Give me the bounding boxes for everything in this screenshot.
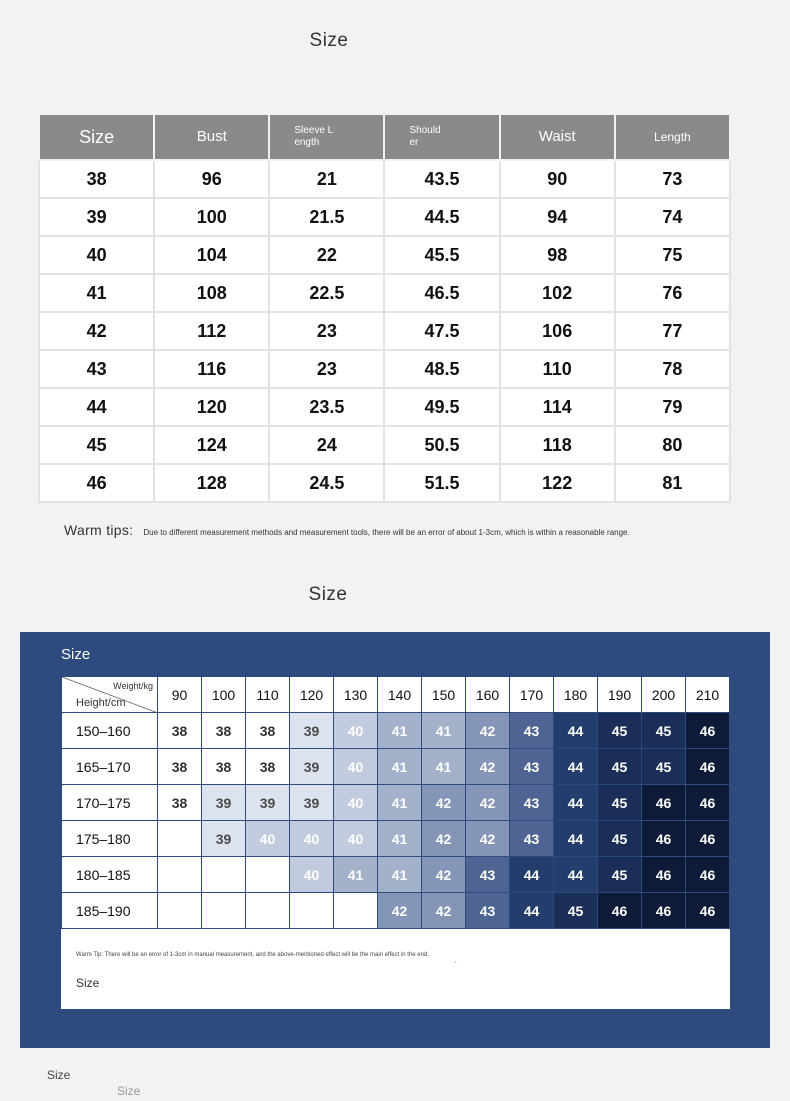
table-cell: 44.5 [384,198,499,236]
table-row [39,312,730,350]
size-cell: 42 [422,821,466,857]
weight-column-header: 180 [554,677,598,713]
weight-column-header: 120 [290,677,334,713]
table-cell: 112 [154,312,269,350]
panel-footer [61,929,730,1009]
table-cell: 46.5 [384,274,499,312]
size-cell: 43 [510,749,554,785]
column-header-text: Sleeve L [294,125,334,136]
weight-column-header: 90 [158,677,202,713]
column-header-waist [500,114,615,160]
height-row-header: 180–185 [62,857,158,893]
table-cell: 40 [39,236,154,274]
size-cell: 42 [466,749,510,785]
column-header-text: er [409,137,419,148]
warm-tip-trailing-comma: , [455,958,457,964]
size-cell: 44 [554,857,598,893]
table-cell: 116 [154,350,269,388]
size-cell: 45 [554,893,598,929]
size-cell: 38 [202,713,246,749]
table-cell: 23.5 [269,388,384,426]
weight-column-header: 200 [642,677,686,713]
warm-tips-label: Warm tips: [64,522,134,538]
weight-column-header: 140 [378,677,422,713]
size-cell: 41 [378,749,422,785]
grid-cell-empty [202,857,246,893]
table-row [39,198,730,236]
table-row [39,388,730,426]
size-cell: 45 [598,821,642,857]
size-recommendation-panel [20,632,770,1048]
size-cell: 41 [378,785,422,821]
size-cell: 46 [642,893,686,929]
size-cell: 40 [246,821,290,857]
table-cell: 43 [39,350,154,388]
height-row-header: 185–190 [62,893,158,929]
table-cell: 90 [500,160,615,198]
size-cell: 39 [246,785,290,821]
size-cell: 38 [246,749,290,785]
table-cell: 96 [154,160,269,198]
size-cell: 46 [686,713,730,749]
size-cell: 44 [554,713,598,749]
table-cell: 73 [615,160,730,198]
table-cell: 81 [615,464,730,502]
size-cell: 39 [202,821,246,857]
size-cell: 42 [466,821,510,857]
weight-axis-label: Weight/kg [113,681,153,691]
grid-cell-empty [246,857,290,893]
size-cell: 40 [334,821,378,857]
table-cell: 100 [154,198,269,236]
height-axis-label: Height/cm [76,697,126,709]
table-cell: 43.5 [384,160,499,198]
height-row-header: 165–170 [62,749,158,785]
table-cell: 44 [39,388,154,426]
grid-corner-cell [62,677,158,713]
size-cell: 45 [598,857,642,893]
table-cell: 79 [615,388,730,426]
column-header-text: Should [409,125,441,136]
column-header-shoulder [384,114,499,160]
size-cell: 41 [378,713,422,749]
table-cell: 120 [154,388,269,426]
size-cell: 41 [378,821,422,857]
column-header-text: ength [294,137,320,148]
warm-tips-text: Due to different measurement methods and measurement tools, there will be an error of about 1-3cm, which is within a reasonable range. [143,528,630,537]
table-cell: 76 [615,274,730,312]
table-row [39,350,730,388]
size-cell: 45 [598,749,642,785]
size-cell: 46 [598,893,642,929]
size-cell: 45 [598,713,642,749]
table-cell: 45 [39,426,154,464]
table-cell: 106 [500,312,615,350]
table-cell: 94 [500,198,615,236]
footer-size-label-2: Size [117,1084,141,1098]
size-cell: 42 [466,713,510,749]
height-row-header: 150–160 [62,713,158,749]
size-cell: 39 [290,713,334,749]
weight-column-header: 130 [334,677,378,713]
warm-tips [64,522,630,538]
table-cell: 108 [154,274,269,312]
size-cell: 38 [158,785,202,821]
size-cell: 41 [422,749,466,785]
table-cell: 104 [154,236,269,274]
table-cell: 77 [615,312,730,350]
table-cell: 47.5 [384,312,499,350]
size-cell: 39 [202,785,246,821]
table-cell: 23 [269,312,384,350]
table-cell: 50.5 [384,426,499,464]
size-cell: 40 [334,785,378,821]
table-cell: 23 [269,350,384,388]
size-cell: 46 [686,821,730,857]
panel-title: Size [61,646,91,663]
table-cell: 38 [39,160,154,198]
table-cell: 51.5 [384,464,499,502]
table-cell: 110 [500,350,615,388]
grid-cell-empty [334,893,378,929]
table-cell: 39 [39,198,154,236]
column-header-text: Length [654,130,691,144]
height-row-header: 175–180 [62,821,158,857]
size-cell: 46 [686,857,730,893]
size-cell: 40 [334,749,378,785]
size-cell: 44 [554,785,598,821]
size-cell: 42 [466,785,510,821]
size-cell: 46 [686,749,730,785]
warm-tip-text: Warm Tip: There will be an error of 1-3cm in manual measurement, and the above-mentioned effect will be the main effect in the end. [76,952,429,958]
size-cell: 38 [158,749,202,785]
table-cell: 49.5 [384,388,499,426]
height-weight-size-grid [61,676,730,929]
size-cell: 42 [422,893,466,929]
table-cell: 21.5 [269,198,384,236]
table-row [39,236,730,274]
weight-column-header: 100 [202,677,246,713]
column-header-bust [154,114,269,160]
size-cell: 41 [334,857,378,893]
height-row-header: 170–175 [62,785,158,821]
table-cell: 41 [39,274,154,312]
table-cell: 45.5 [384,236,499,274]
table-cell: 98 [500,236,615,274]
height-row [62,713,730,749]
size-cell: 38 [202,749,246,785]
size-cell: 42 [378,893,422,929]
size-cell: 39 [290,749,334,785]
size-cell: 46 [686,785,730,821]
size-cell: 46 [642,821,686,857]
weight-column-header: 110 [246,677,290,713]
table-cell: 24.5 [269,464,384,502]
table-cell: 24 [269,426,384,464]
table-cell: 75 [615,236,730,274]
height-row [62,857,730,893]
table-cell: 74 [615,198,730,236]
table-cell: 21 [269,160,384,198]
column-header-size [39,114,154,160]
table-row [39,464,730,502]
column-header-text: Bust [196,128,227,145]
weight-header-row [62,677,730,713]
size-cell: 39 [290,785,334,821]
footer-size-label: Size [76,976,100,990]
column-header-text: Size [79,127,115,147]
size-cell: 41 [378,857,422,893]
grid-cell-empty [246,893,290,929]
table-cell: 48.5 [384,350,499,388]
section-title-size-guide: Size [308,584,348,605]
table-cell: 102 [500,274,615,312]
height-row [62,785,730,821]
size-cell: 43 [466,893,510,929]
table-cell: 46 [39,464,154,502]
table-cell: 114 [500,388,615,426]
table-cell: 122 [500,464,615,502]
grid-cell-empty [202,893,246,929]
size-cell: 45 [598,785,642,821]
size-cell: 46 [686,893,730,929]
size-cell: 41 [422,713,466,749]
table-cell: 42 [39,312,154,350]
table-row [39,274,730,312]
grid-cell-empty [290,893,334,929]
grid-cell-empty [158,893,202,929]
size-cell: 45 [642,749,686,785]
weight-column-header: 190 [598,677,642,713]
size-cell: 46 [642,785,686,821]
size-cell: 45 [642,713,686,749]
table-body [39,160,730,502]
size-cell: 40 [290,821,334,857]
size-cell: 40 [334,713,378,749]
table-header-row [39,114,730,160]
size-cell: 43 [466,857,510,893]
column-header-length [615,114,730,160]
size-cell: 40 [290,857,334,893]
table-row [39,160,730,198]
size-cell: 42 [422,785,466,821]
table-cell: 22 [269,236,384,274]
weight-column-header: 210 [686,677,730,713]
size-cell: 38 [158,713,202,749]
weight-column-header: 170 [510,677,554,713]
size-cell: 42 [422,857,466,893]
table-cell: 80 [615,426,730,464]
table-row [39,426,730,464]
size-cell: 46 [642,857,686,893]
size-cell: 43 [510,821,554,857]
table-cell: 124 [154,426,269,464]
footer-size-label-1: Size [47,1068,71,1082]
grid-cell-empty [158,821,202,857]
size-cell: 44 [510,857,554,893]
table-cell: 78 [615,350,730,388]
size-cell: 38 [246,713,290,749]
table-cell: 128 [154,464,269,502]
garment-size-table [38,113,731,503]
table-cell: 118 [500,426,615,464]
size-cell: 43 [510,785,554,821]
height-row [62,749,730,785]
grid-cell-empty [158,857,202,893]
weight-column-header: 160 [466,677,510,713]
column-header-sleeve-length [269,114,384,160]
size-cell: 44 [554,821,598,857]
weight-column-header: 150 [422,677,466,713]
table-cell: 22.5 [269,274,384,312]
section-title-size-chart: Size [309,30,349,51]
size-cell: 44 [554,749,598,785]
height-row [62,893,730,929]
column-header-text: Waist [538,128,576,145]
size-cell: 43 [510,713,554,749]
size-cell: 44 [510,893,554,929]
height-row [62,821,730,857]
